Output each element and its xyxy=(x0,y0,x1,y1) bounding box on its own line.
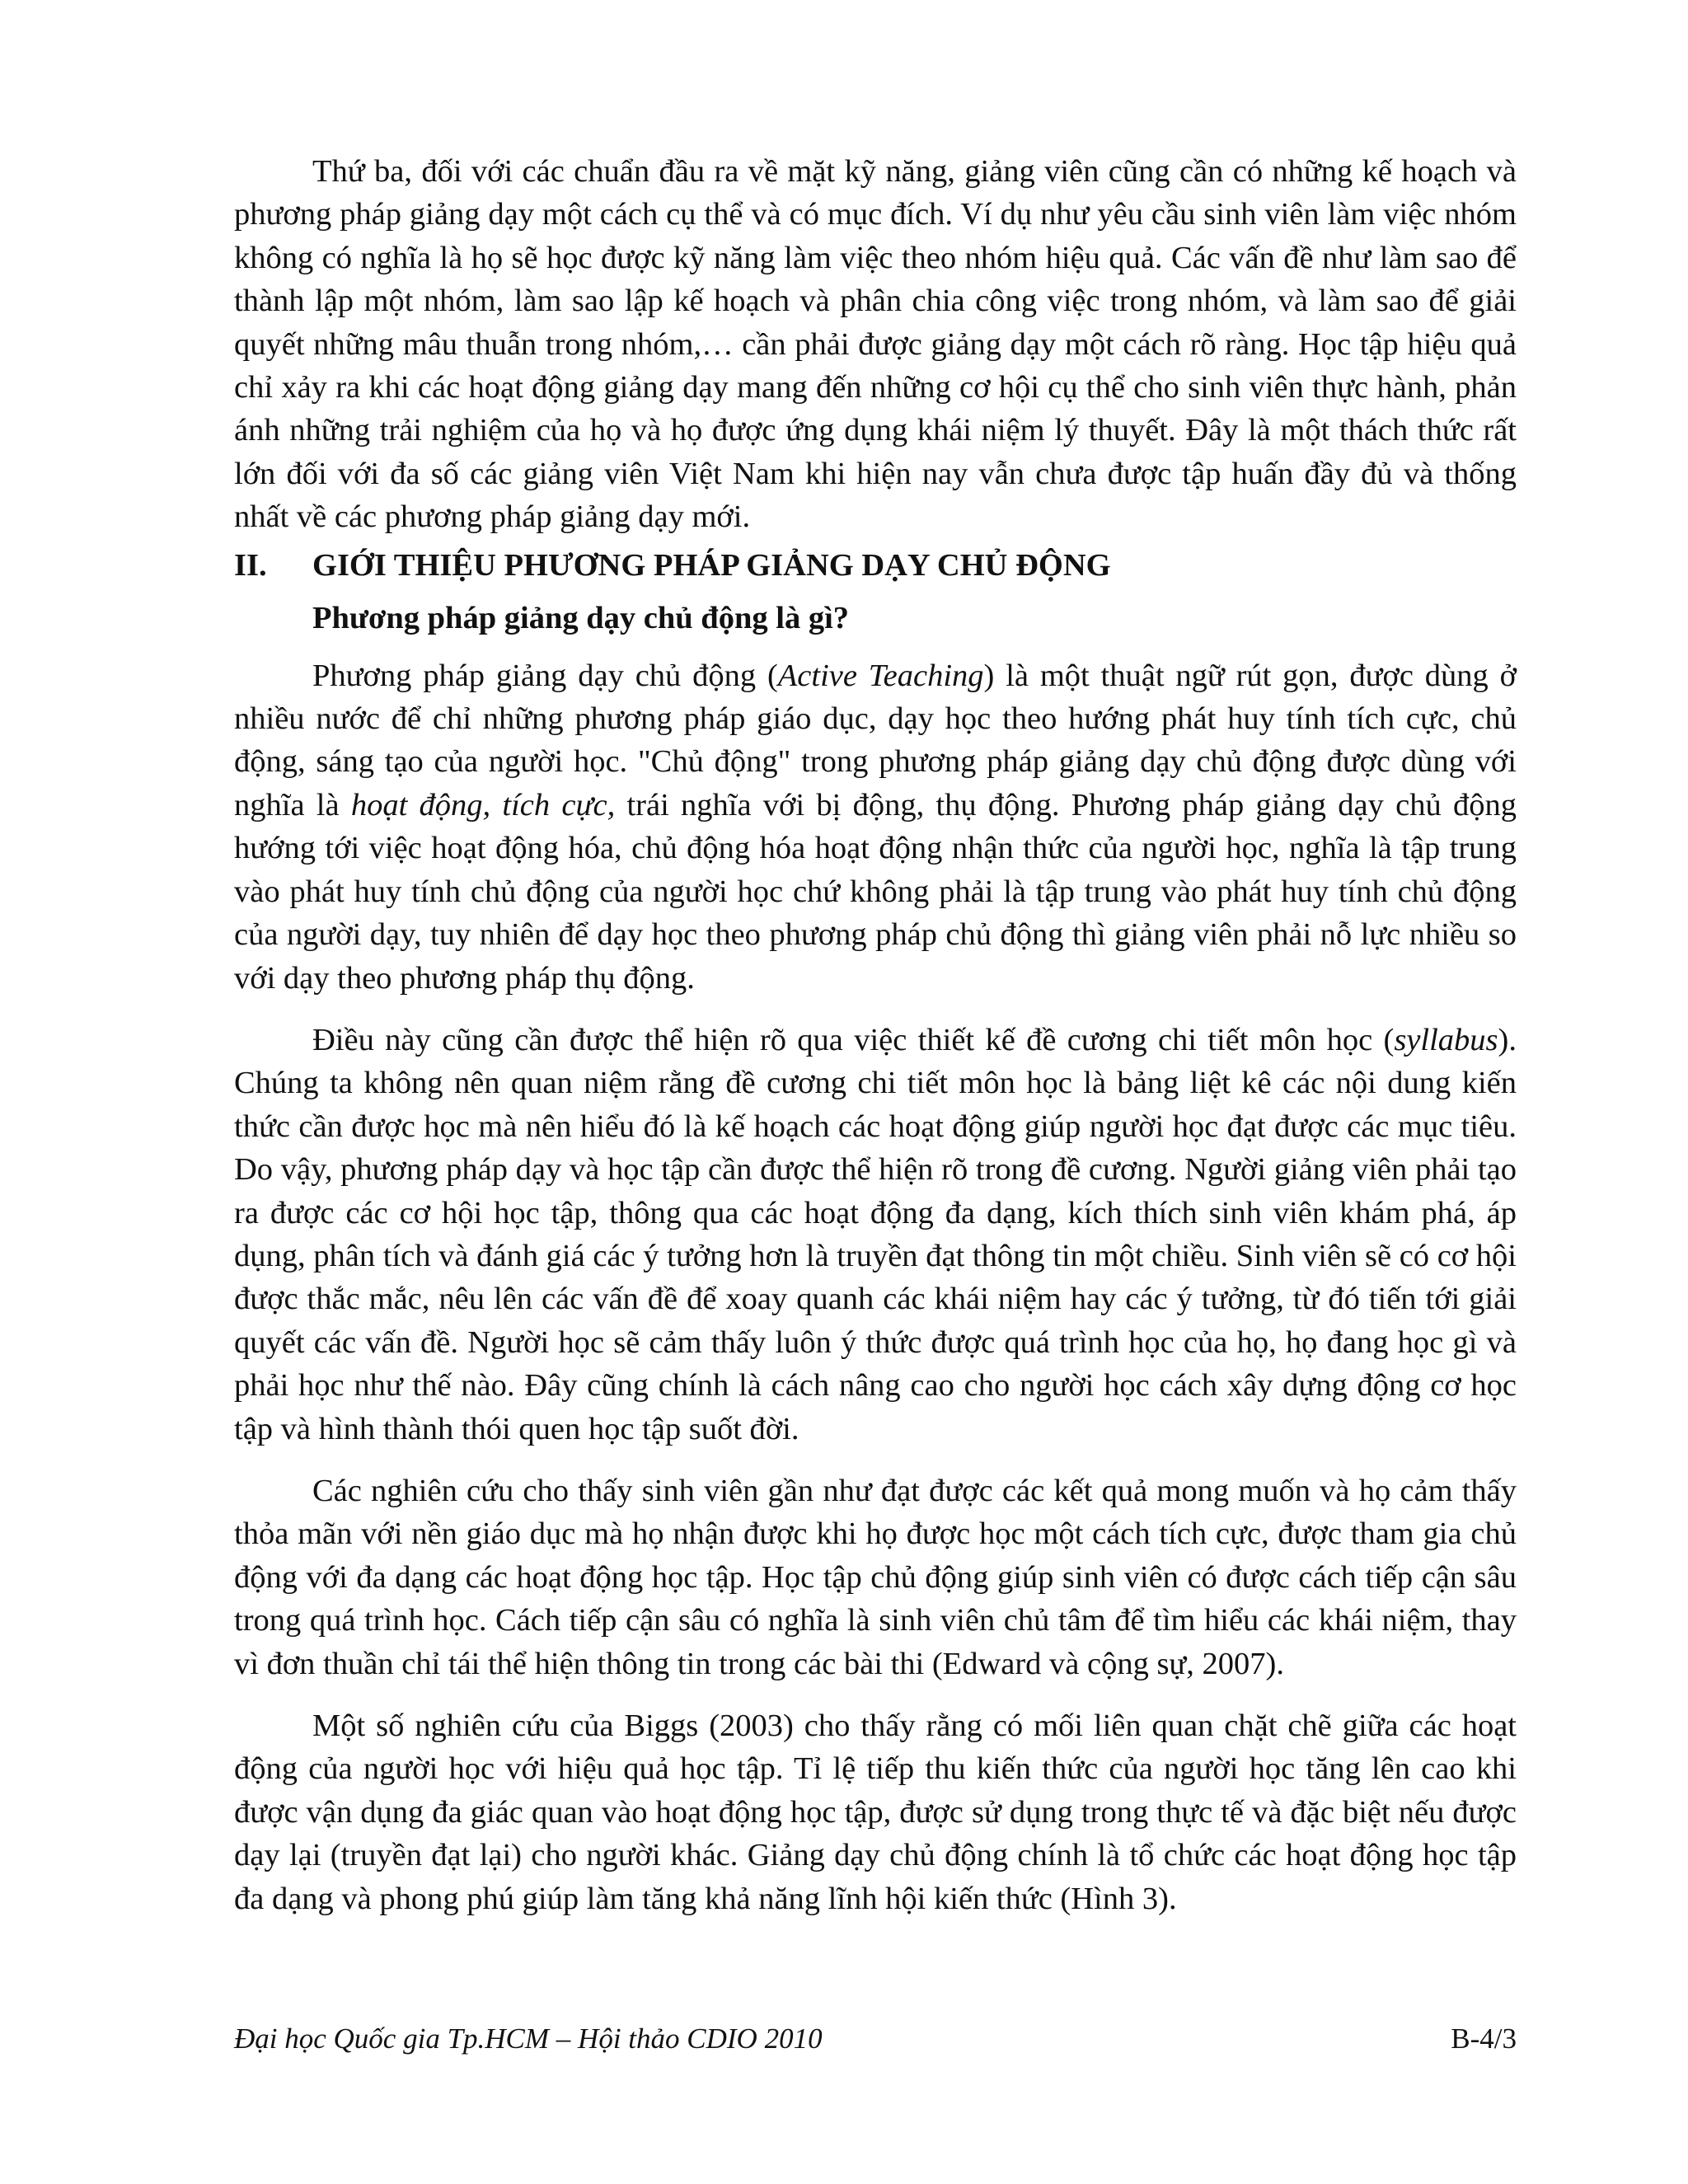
section-subtitle: Phương pháp giảng dạy chủ động là gì? xyxy=(312,600,850,635)
paragraph-biggs: Một số nghiên cứu của Biggs (2003) cho thấy rằng có mối liên quan chặt chẽ giữa các hoạt động của người học với hiệu quả học tập. Tỉ lệ tiếp thu kiến thức của người học tăng lên cao khi được vận dụng đa giác quan vào hoạt động học tập, được sử dụng trong thực tế và đặc biệt nếu được dạy lại (truyền đạt lại) cho người khác. Giảng dạy chủ động chính là tổ chức các hoạt động học tập đa dạng và phong phú giúp làm tăng khả năng lĩnh hội kiến thức (Hình 3). xyxy=(234,1708,1517,1916)
section-number: II. xyxy=(234,547,267,583)
italic-term: Active Teaching xyxy=(777,658,984,693)
section-title: GIỚI THIỆU PHƯƠNG PHÁP GIẢNG DẠY CHỦ ĐỘNG xyxy=(312,547,1111,583)
text-run: ) là một thuật ngữ rút gọn, được dùng ở nhiều nước để chỉ những phương pháp giáo dục, dạy học theo hướng phát huy tính tích cực, chủ động, sáng tạo của người học. "Chủ động" trong phương pháp giảng dạy chủ động được dùng với nghĩa là xyxy=(234,658,1517,823)
document-page xyxy=(234,150,1517,1920)
paragraph-skills: Thứ ba, đối với các chuẩn đầu ra về mặt kỹ năng, giảng viên cũng cần có những kế hoạch và phương pháp giảng dạy một cách cụ thể và có mục đích. Ví dụ như yêu cầu sinh viên làm việc nhóm không có nghĩa là họ sẽ học được kỹ năng làm việc theo nhóm hiệu quả. Các vấn đề như làm sao để thành lập một nhóm, làm sao lập kế hoạch và phân chia công việc trong nhóm, và làm sao để giải quyết những mâu thuẫn trong nhóm,… cần phải được giảng dạy một cách rõ ràng. Học tập hiệu quả chỉ xảy ra khi các hoạt động giảng dạy mang đến những cơ hội cụ thể cho sinh viên thực hành, phản ánh những trải nghiệm của họ và họ được ứng dụng khái niệm lý thuyết. Đây là một thách thức rất lớn đối với đa số các giảng viên Việt Nam khi hiện nay vẫn chưa được tập huấn đầy đủ và thống nhất về các phương pháp giảng dạy mới. xyxy=(234,154,1517,535)
text-run: Điều này cũng cần được thể hiện rõ qua việc thiết kế đề cương chi tiết môn học ( xyxy=(312,1022,1395,1057)
section-heading xyxy=(234,544,1517,587)
text-run: ). Chúng ta không nên quan niệm rằng đề cương chi tiết môn học là bảng liệt kê các nội dung kiến thức cần được học mà nên hiểu đó là kế hoạch các hoạt động giúp người học đạt được các mục tiêu. Do vậy, phương pháp dạy và học tập cần được thể hiện rõ trong đề cương. Người giảng viên phải tạo ra được các cơ hội học tập, thông qua các hoạt động đa dạng, kích thích sinh viên khám phá, áp dụng, phân tích và đánh giá các ý tưởng hơn là truyền đạt thông tin một chiều. Sinh viên sẽ có cơ hội được thắc mắc, nêu lên các vấn đề để xoay quanh các khái niệm hay các ý tưởng, từ đó tiến tới giải quyết các vấn đề. Người học sẽ cảm thấy luôn ý thức được quá trình học của họ, họ đang học gì và phải học như thế nào. Đây cũng chính là cách nâng cao cho người học cách xây dựng động cơ học tập và hình thành thói quen học tập suốt đời. xyxy=(234,1022,1517,1446)
text-run: Phương pháp giảng dạy chủ động ( xyxy=(312,658,778,693)
text-run: trái nghĩa với bị động, thụ động. Phương pháp giảng dạy chủ động hướng tới việc hoạt động hóa, chủ động hóa hoạt động nhận thức của người học, nghĩa là tập trung vào phát huy tính chủ động của người học chứ không phải là tập trung vào phát huy tính chủ động của người dạy, tuy nhiên để dạy học theo phương pháp chủ động thì giảng viên phải nỗ lực nhiều so với dạy theo phương pháp thụ động. xyxy=(234,787,1517,996)
footer-conference: Đại học Quốc gia Tp.HCM – Hội thảo CDIO 2010 xyxy=(234,2022,823,2055)
paragraph-active-teaching xyxy=(234,654,1517,1000)
italic-term: hoạt động, tích cực, xyxy=(350,787,616,823)
page-number: B-4/3 xyxy=(1451,2022,1517,2055)
italic-term: syllabus xyxy=(1394,1022,1498,1057)
paragraph-research: Các nghiên cứu cho thấy sinh viên gần như đạt được các kết quả mong muốn và họ cảm thấy thỏa mãn với nền giáo dục mà họ nhận được khi họ được học một cách tích cực, được tham gia chủ động với đa dạng các hoạt động học tập. Học tập chủ động giúp sinh viên có được cách tiếp cận sâu trong quá trình học. Cách tiếp cận sâu có nghĩa là sinh viên chủ tâm để tìm hiểu các khái niệm, thay vì đơn thuần chỉ tái thể hiện thông tin trong các bài thi (Edward và cộng sự, 2007). xyxy=(234,1473,1517,1681)
paragraph-syllabus xyxy=(234,1019,1517,1451)
page-footer xyxy=(234,2021,1517,2057)
